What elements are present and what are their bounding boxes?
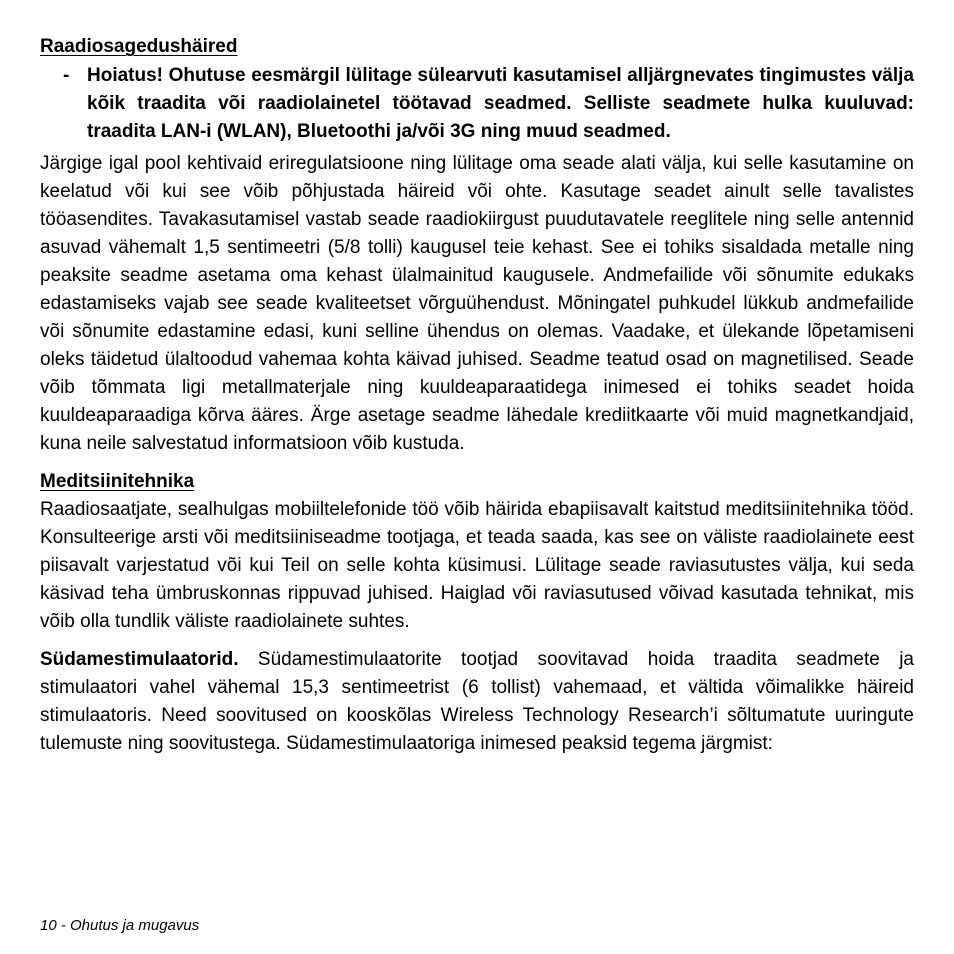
page-footer: 10 - Ohutus ja mugavus: [40, 917, 200, 934]
pacemaker-paragraph: [40, 646, 914, 758]
list-dash-marker: -: [63, 65, 70, 86]
medical-equipment-paragraph: Raadiosaatjate, sealhulgas mobiiltelefonide töö võib häirida ebapiisavalt kaitstud meditsiinitehnika tööd. Konsulteerige arsti või meditsiiniseadme tootjaga, et teada saada, kas see on väliste raadiolainete eest piisavalt varjestatud või kui Teil on selle kohta küsimusi. Lülitage seade raviasutustes välja, kui seda käsivad teha ümbruskonnas rippuvad juhised. Haiglad või raviasutused võivad kasutada tehnikat, mis võib olla tundlik väliste raadiolainete suhtes.: [40, 499, 914, 632]
section-heading-medical-equipment: Meditsiinitehnika: [40, 471, 195, 492]
pacemaker-text: Südamestimulaatorite tootjad soovitavad hoida traadita seadmete ja stimulaatori vahel vähemal 15,3 sentimeetrist (6 tollist) vahemaad, et vältida võimalikke häireid stimulaatoris. Need soovitused on kooskõlas Wireless Technology Research’i sõltumatute uuringute tulemuste ning soovitustega. Südamestimulaatoriga inimesed peaksid tegema järgmist:: [40, 649, 915, 754]
warning-list-item: [40, 62, 914, 146]
radio-interference-paragraph: Järgige igal pool kehtivaid eriregulatsioone ning lülitage oma seade alati välja, kui selle kasutamine on keelatud või kui see võib põhjustada häireid või ohte. Kasutage seadet ainult selle tavalistes tööasendites. Tavakasutamisel vastab seade raadiokiirgust puudutavatele reeglitele ning selle antennid asuvad vähemalt 1,5 sentimeetri (5/8 tolli) kaugusel teie kehast. See ei tohiks sisaldada metalle ning peaksite seadme asetama oma kehast ülalmainitud kaugusele. Andmefailide või sõnumite edukaks edastamiseks vajab see seade kvaliteetset võrguühendust. Mõningatel puhkudel lükkub andmefailide või sõnumite edastamine edasi, kuni selline ühendus on olemas. Vaadake, et ülekande lõpetamiseni oleks täidetud ülaltoodud vahemaa kohta käivad juhised. Seadme teatud osad on magnetilised. Seade võib tõmmata ligi metallmaterjale ning kuuldeaparaatidega inimesed ei tohiks seadet hoida kuuldeaparaadiga kõrva ääres. Ärge asetage seadme lähedale krediitkaarte või muid magnetkandjaid, kuna neile salvestatud informatsioon võib kustuda.: [40, 153, 914, 454]
pacemaker-lead: Südamestimulaatorid.: [40, 649, 239, 670]
section-heading-radio-interference: Raadiosagedushäired: [40, 36, 238, 57]
document-page: [40, 33, 914, 768]
warning-text: Hoiatus! Ohutuse eesmärgil lülitage sülearvuti kasutamisel alljärgnevates tingimustes välja kõik traadita või raadiolainetel töötavad seadmed. Selliste seadmete hulka kuuluvad: traadita LAN-i (WLAN), Bluetoothi ja/või 3G ning muud seadmed.: [87, 65, 914, 142]
